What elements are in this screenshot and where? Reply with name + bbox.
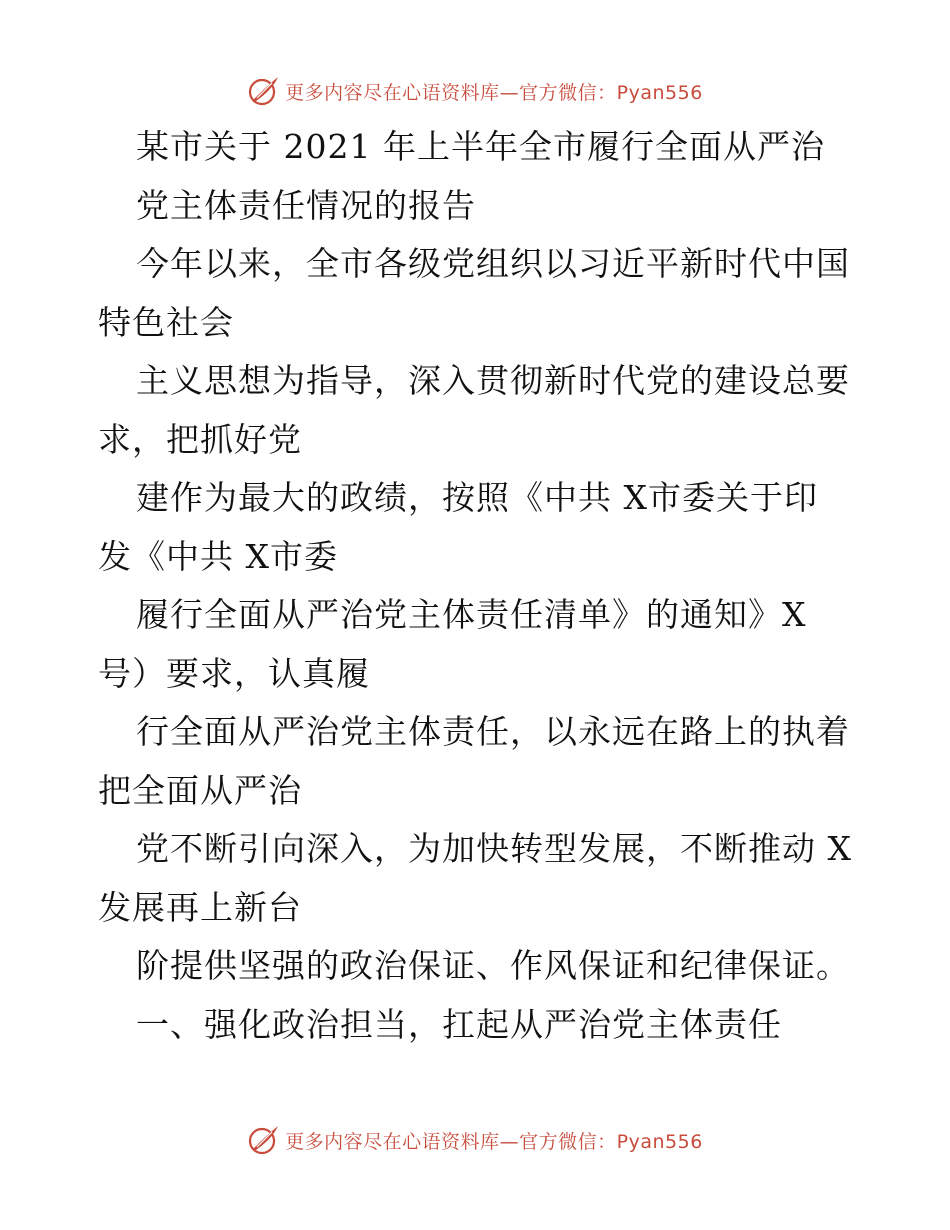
- document-line: 党主体责任情况的报告: [136, 185, 476, 225]
- document-line: 发展再上新台: [98, 887, 302, 927]
- document-body: [98, 118, 858, 1054]
- quill-pen-logo-icon: [247, 74, 281, 108]
- document-line: 阶提供坚强的政治保证、作风保证和纪律保证。: [136, 946, 850, 985]
- quill-pen-logo-icon: [247, 1123, 281, 1157]
- document-line: 主义思想为指导，深入贯彻新时代党的建设总要: [136, 361, 850, 400]
- watermark-text: 更多内容尽在心语资料库—官方微信：Pyan556: [285, 1130, 703, 1153]
- document-line: 某市关于 2021 年上半年全市履行全面从严治: [136, 127, 825, 166]
- document-line: 党不断引向深入，为加快转型发展，不断推动 X: [136, 829, 852, 868]
- watermark-text: 更多内容尽在心语资料库—官方微信：Pyan556: [285, 81, 703, 104]
- document-line: 把全面从严治: [98, 770, 302, 810]
- watermark-header: [0, 71, 950, 111]
- document-line: 行全面从严治党主体责任，以永远在路上的执着: [136, 712, 850, 751]
- document-line: 号）要求，认真履: [98, 653, 370, 693]
- document-line: 求，把抓好党: [98, 419, 302, 459]
- watermark-footer: [0, 1120, 950, 1160]
- document-line: 今年以来，全市各级党组织以习近平新时代中国: [136, 244, 850, 283]
- document-line: 履行全面从严治党主体责任清单》的通知》X: [136, 595, 807, 634]
- document-line: 一、强化政治担当，扛起从严治党主体责任: [136, 1004, 782, 1044]
- document-line: 发《中共 X市委: [98, 536, 338, 576]
- document-line: 建作为最大的政绩，按照《中共 X市委关于印: [136, 478, 818, 517]
- document-line: 特色社会: [98, 302, 234, 342]
